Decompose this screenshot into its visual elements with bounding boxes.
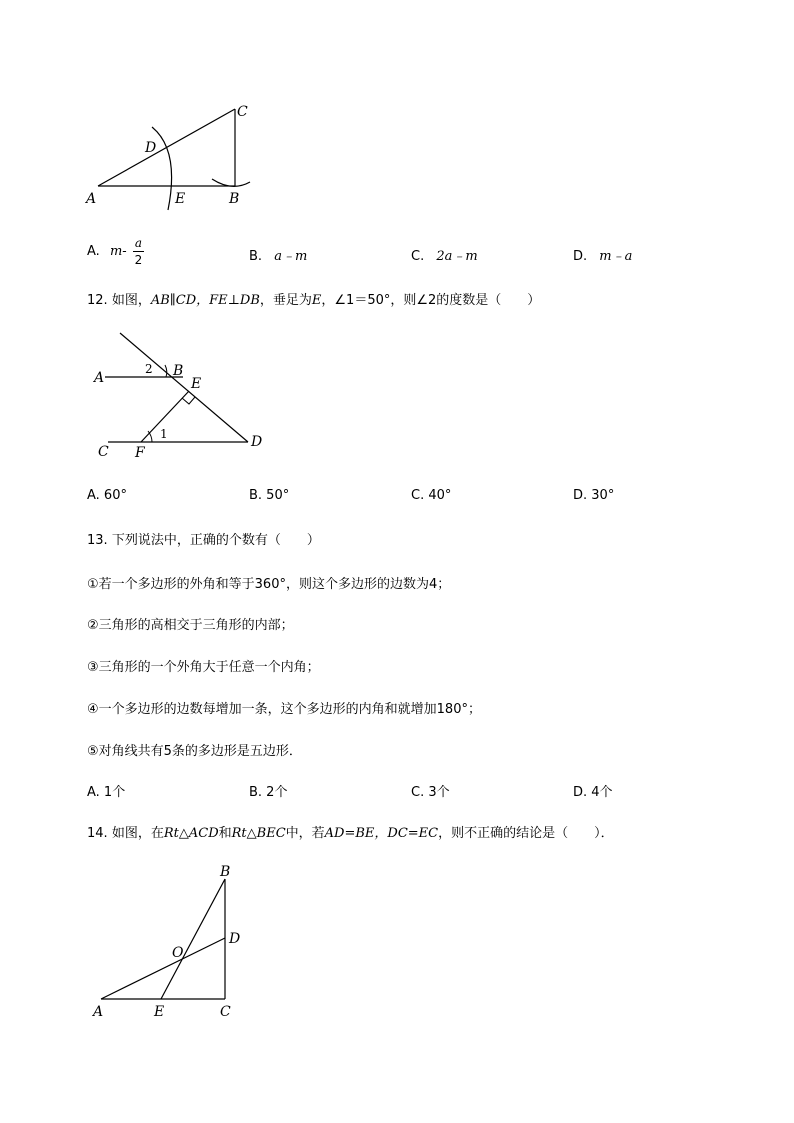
q11-label-c: C xyxy=(237,104,248,120)
q11-label-b: B xyxy=(229,191,240,207)
q12-text-3: ，∠1＝50°，则∠2的度数是（ ） xyxy=(321,293,541,308)
q11-label-d: D xyxy=(145,140,157,156)
q14-text-2: 和 xyxy=(218,826,232,841)
q11-option-a-label: A. xyxy=(87,244,100,259)
q12-angle-2: 2 xyxy=(145,362,153,376)
q11-figure xyxy=(80,95,270,220)
q12-option-a[interactable]: A. 60° xyxy=(87,488,127,503)
q12-text-1: 如图， xyxy=(111,293,151,308)
q13-stem: 下列说法中，正确的个数有（ ） xyxy=(111,533,320,548)
q12-figure xyxy=(88,325,278,465)
q12-label-b: B xyxy=(173,363,184,379)
q14-condition: AD=BE，DC=EC xyxy=(324,826,439,841)
q11-option-a-denominator: 2 xyxy=(134,253,143,267)
q11-option-c-text: 2a﹣m xyxy=(436,249,478,264)
q14-figure xyxy=(88,860,248,1025)
q11-option-a-prefix: m- xyxy=(109,244,127,259)
q12-question xyxy=(87,289,540,308)
q12-point-e: E xyxy=(311,293,322,308)
q14-label-d: D xyxy=(229,931,241,947)
q13-option-d[interactable]: D. 4个 xyxy=(573,785,613,800)
q14-label-b: B xyxy=(220,864,231,880)
q12-label-e: E xyxy=(191,376,202,392)
q11-option-b-text: a﹣m xyxy=(274,249,308,264)
q11-option-a[interactable] xyxy=(87,237,144,266)
q14-text-4: ，则不正确的结论是（ ）． xyxy=(438,826,614,841)
q13-option-c[interactable]: C. 3个 xyxy=(411,785,450,800)
q11-option-a-numerator: a xyxy=(134,236,142,250)
q11-label-a: A xyxy=(86,191,97,207)
q12-condition: AB∥CD，FE⊥DB xyxy=(150,293,260,308)
q12-angle-1: 1 xyxy=(160,427,168,441)
q12-option-c[interactable]: C. 40° xyxy=(411,488,452,503)
q11-option-a-fraction xyxy=(133,237,144,266)
q11-option-c-label: C. xyxy=(411,249,425,264)
q12-label-f: F xyxy=(135,445,145,461)
q13-number: 13. xyxy=(87,533,108,548)
q11-option-d[interactable] xyxy=(573,245,632,264)
q12-label-d: D xyxy=(251,434,263,450)
q13-question xyxy=(87,529,320,548)
q11-option-d-label: D. xyxy=(573,249,588,264)
q14-number: 14. xyxy=(87,826,108,841)
q14-question xyxy=(87,822,614,841)
q13-option-a[interactable]: A. 1个 xyxy=(87,785,126,800)
q11-label-e: E xyxy=(175,191,186,207)
q12-label-c: C xyxy=(98,444,109,460)
q13-statement-1: ①若一个多边形的外角和等于360°，则这个多边形的边数为4； xyxy=(87,577,451,592)
q13-statement-3: ③三角形的一个外角大于任意一个内角； xyxy=(87,660,320,675)
q12-option-b[interactable]: B. 50° xyxy=(249,488,290,503)
q12-text-2: ，垂足为 xyxy=(259,293,312,308)
q14-label-e: E xyxy=(154,1004,165,1020)
q12-label-a: A xyxy=(94,370,105,386)
q13-option-b[interactable]: B. 2个 xyxy=(249,785,288,800)
q13-statement-2: ②三角形的高相交于三角形的内部； xyxy=(87,618,294,633)
q14-triangle-2: Rt△BEC xyxy=(231,826,286,841)
q14-triangle-1: Rt△ACD xyxy=(163,826,219,841)
q13-statement-4: ④一个多边形的边数每增加一条，这个多边形的内角和就增加180°； xyxy=(87,702,481,717)
q14-label-o: O xyxy=(172,945,184,961)
q11-option-b-label: B. xyxy=(249,249,263,264)
q11-option-d-text: m﹣a xyxy=(599,249,633,264)
q11-option-b[interactable] xyxy=(249,245,307,264)
q13-statement-5: ⑤对角线共有5条的多边形是五边形． xyxy=(87,744,302,759)
q12-number: 12. xyxy=(87,293,108,308)
q14-text-1: 如图，在 xyxy=(111,826,164,841)
q11-option-c[interactable] xyxy=(411,245,478,264)
q14-label-c: C xyxy=(220,1004,231,1020)
q14-text-3: 中，若 xyxy=(285,826,325,841)
q12-option-d[interactable]: D. 30° xyxy=(573,488,615,503)
q14-label-a: A xyxy=(93,1004,104,1020)
